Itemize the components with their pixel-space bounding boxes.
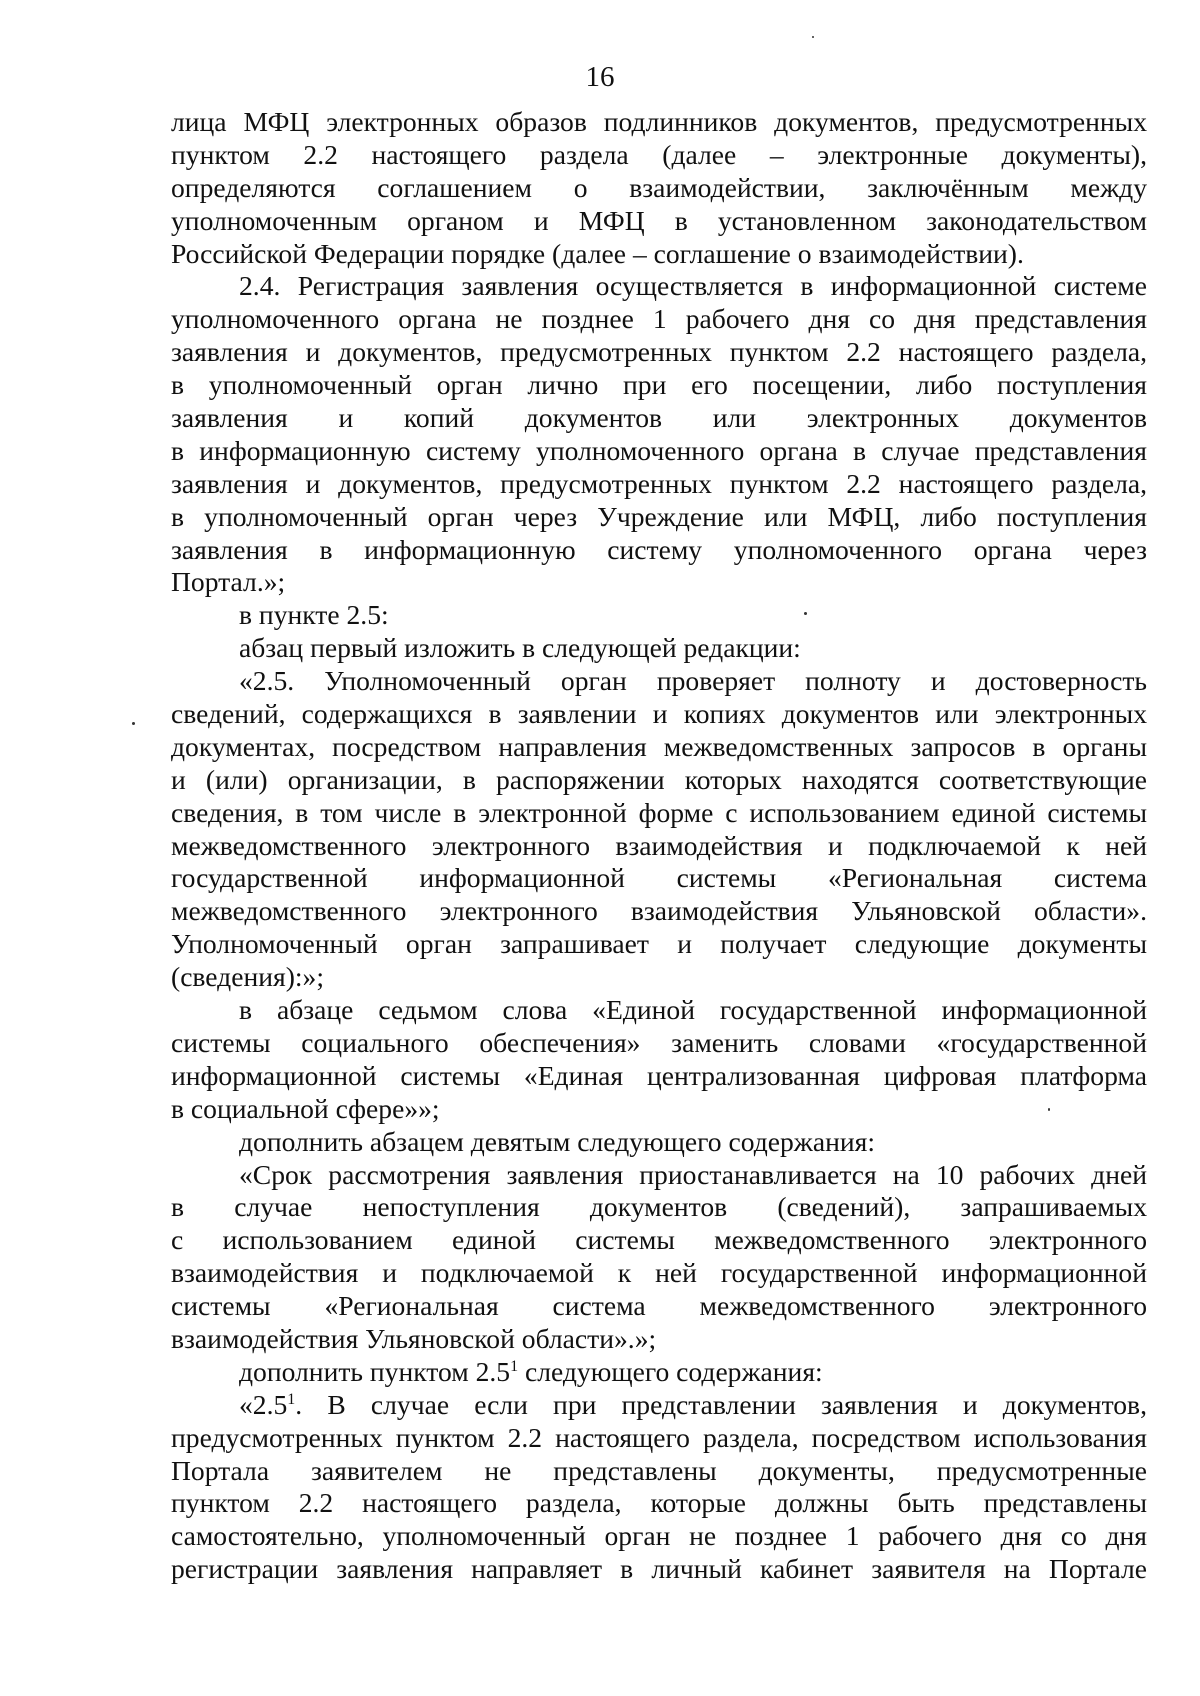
text-line: «2.5. Уполномоченный орган проверяет полноту и достоверность — [239, 665, 1147, 697]
text-line: Портал.»; — [171, 566, 286, 598]
scan-speck — [804, 612, 807, 615]
superscript: 1 — [287, 1390, 296, 1408]
text-line: дополнить абзацем девятым следующего содержания: — [239, 1125, 876, 1157]
paragraph-suspension-term — [171, 1159, 1147, 1356]
text-line: «Срок рассмотрения заявления приостанавливается на 10 рабочих дней — [239, 1158, 1147, 1190]
text-line: в социальной сфере»»; — [171, 1092, 440, 1124]
text-line: в пункте 2.5: — [239, 599, 389, 631]
text-line: предусмотренных пунктом 2.2 настоящего раздела, посредством использования — [171, 1421, 1147, 1453]
text-line: уполномоченного органа не позднее 1 рабочего дня со дня представления — [171, 303, 1147, 335]
text-line: уполномоченным органом и МФЦ в установленном законодательством — [171, 204, 1147, 236]
text-line: пунктом 2.2 настоящего раздела, которые должны быть представлены — [171, 1487, 1147, 1519]
scan-speck — [812, 36, 814, 38]
paragraph-2-5-1 — [171, 1389, 1147, 1586]
text-line: определяются соглашением о взаимодействии, заключённым между — [171, 171, 1147, 203]
text-line: самостоятельно, уполномоченный орган не позднее 1 рабочего дня со дня — [171, 1520, 1147, 1552]
paragraph-2-5 — [171, 665, 1147, 994]
text-line: заявления и копий документов или электронных документов — [171, 402, 1147, 434]
text-line: сведений, содержащихся в заявлении и копиях документов или электронных — [171, 698, 1147, 730]
text-line: взаимодействия Ульяновской области».»; — [171, 1322, 657, 1354]
text-line: и (или) организации, в распоряжении которых находятся соответствующие — [171, 763, 1147, 795]
text-line: (сведения):»; — [171, 961, 325, 993]
text-fragment: дополнить пунктом 2.5 — [239, 1355, 511, 1387]
text-line: системы социального обеспечения» заменить словами «государственной — [171, 1026, 1147, 1058]
text-line — [171, 1389, 1147, 1422]
text-line: в уполномоченный орган через Учреждение или МФЦ, либо поступления — [171, 500, 1147, 532]
text-fragment: . В случае если при представлении заявления и документов, — [295, 1388, 1147, 1420]
text-line: 2.4. Регистрация заявления осуществляется в информационной системе — [239, 270, 1147, 302]
text-line: информационной системы «Единая централизованная цифровая платформа — [171, 1059, 1147, 1091]
paragraph-in-point-2-5 — [171, 599, 1147, 632]
text-line: абзац первый изложить в следующей редакции: — [239, 632, 801, 664]
text-line: заявления и документов, предусмотренных пунктом 2.2 настоящего раздела, — [171, 336, 1147, 368]
text-line: пунктом 2.2 настоящего раздела (далее – электронные документы), — [171, 138, 1147, 170]
text-line: лица МФЦ электронных образов подлинников документов, предусмотренных — [171, 106, 1147, 137]
text-line: Уполномоченный орган запрашивает и получает следующие документы — [171, 928, 1147, 960]
text-line: в случае непоступления документов (сведений), запрашиваемых — [171, 1191, 1147, 1223]
superscript: 1 — [510, 1357, 519, 1375]
text-line: Российской Федерации порядке (далее – соглашение о взаимодействии). — [171, 237, 1024, 269]
text-line: регистрации заявления направляет в личный кабинет заявителя на Портале — [171, 1553, 1147, 1585]
text-line: системы «Региональная система межведомственного электронного — [171, 1290, 1147, 1322]
text-line: взаимодействия и подключаемой к ней государственной информационной — [171, 1257, 1147, 1289]
paragraph-1 — [171, 106, 1147, 270]
text-line: в информационную систему уполномоченного органа в случае представления — [171, 434, 1147, 466]
text-line: в уполномоченный орган лично при его посещении, либо поступления — [171, 369, 1147, 401]
paragraph-add-point-2-5-1 — [171, 1356, 1147, 1389]
text-line: заявления в информационную систему уполномоченного органа через — [171, 533, 1147, 565]
text-line: межведомственного электронного взаимодействия и подключаемой к ней — [171, 829, 1147, 861]
text-line: Портала заявителем не представлены документы, предусмотренные — [171, 1454, 1147, 1486]
scan-speck — [1048, 1108, 1050, 1111]
paragraph-first-abzac — [171, 632, 1147, 665]
text-line: в абзаце седьмом слова «Единой государственной информационной — [239, 994, 1147, 1026]
document-body — [171, 106, 1147, 1586]
text-line: с использованием единой системы межведомственного электронного — [171, 1224, 1147, 1256]
text-fragment: «2.5 — [239, 1388, 288, 1420]
text-line: заявления и документов, предусмотренных пунктом 2.2 настоящего раздела, — [171, 467, 1147, 499]
text-line: документах, посредством направления межведомственных запросов в органы — [171, 730, 1147, 762]
text-line: сведения, в том числе в электронной форме с использованием единой системы — [171, 796, 1147, 828]
page-number: 16 — [585, 61, 615, 93]
text-line — [171, 1356, 1147, 1389]
paragraph-add-ninth-abzac — [171, 1126, 1147, 1159]
text-line: межведомственного электронного взаимодействия Ульяновской области». — [171, 895, 1147, 927]
scan-speck — [132, 722, 135, 725]
paragraph-seventh-abzac — [171, 994, 1147, 1126]
paragraph-2-4 — [171, 270, 1147, 599]
text-line: государственной информационной системы «Региональная система — [171, 862, 1147, 894]
text-fragment: следующего содержания: — [518, 1355, 823, 1387]
